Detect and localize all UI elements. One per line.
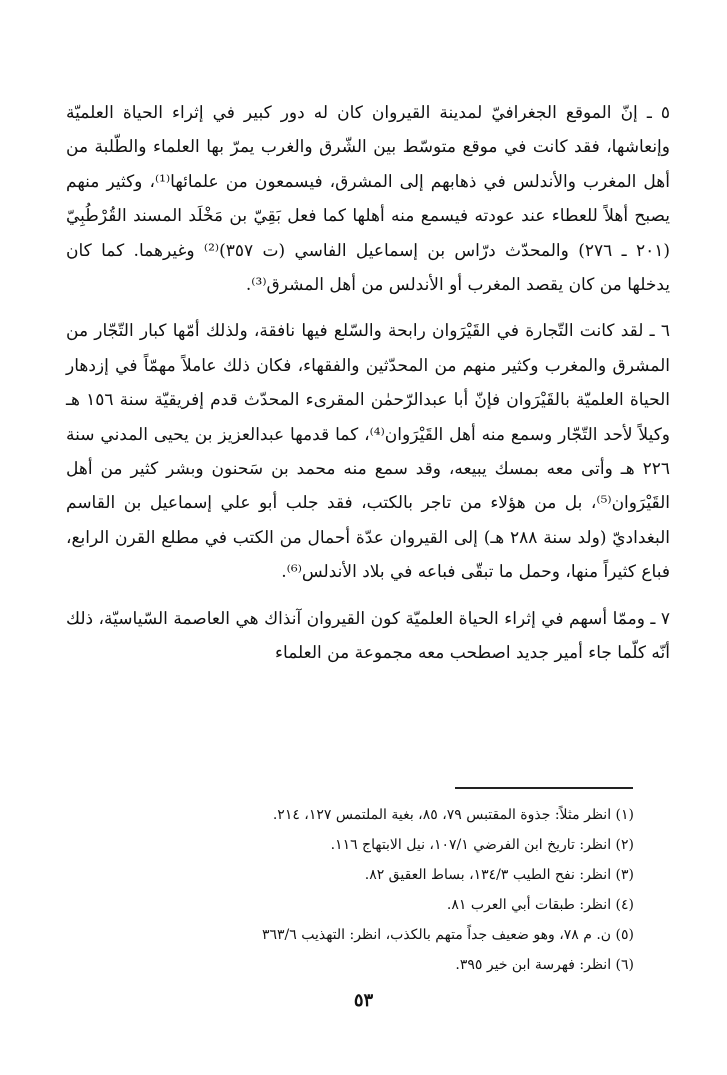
main-text [66, 96, 670, 683]
footnote-1: (١) انظر مثلاً: جذوة المقتبس ٧٩، ٨٥، بغية الملتمس ١٢٧، ٢١٤. [272, 807, 634, 823]
footnote-3: (٣) انظر: نفح الطيب ١٣٤/٣، بساط العقيق ٨٢. [364, 867, 634, 883]
footnote-5: (٥) ن. م ٧٨، وهو ضعيف جداً متهم بالكذب، انظر: التهذيب ٣٦٣/٦ [261, 927, 634, 943]
footnote-4: (٤) انظر: طبقات أبي العرب ٨١. [446, 897, 634, 913]
page-number: ٥٣ [353, 990, 374, 1011]
paragraph-5: ٥ ـ إنّ الموقع الجغرافيّ لمدينة القيروان كان له دور كبير في إثراء الحياة العلميّة وإنعاشها، فقد كانت في موقع متوسّط بين الشّرق والغرب يمرّ بها العلماء والطّلبة من أهل المغرب والأندلس في ذهابهم إلى المشرق، فيسمعون من علمائها⁽¹⁾، وكثير منهم يصبح أهلاً للعطاء عند عودته فيسمع منه أهلها كما فعل بَقِيّ بن مَخْلَد المسند القُرْطُبِيّ (٢٠١ ـ ٢٧٦) والمحدّث درّاس بن إسماعيل الفاسي (ت ٣٥٧)⁽²⁾ وغيرهما. كما كان يدخلها من كان يقصد المغرب أو الأندلس من أهل المشرق⁽³⁾. [66, 103, 670, 296]
footnotes [66, 800, 634, 980]
footnote-separator [455, 787, 633, 789]
footnote-2: (٢) انظر: تاريخ ابن الفرضي ١٠٧/١، نيل الابتهاج ١١٦. [330, 837, 634, 853]
paragraph-7: ٧ ـ وممّا أسهم في إثراء الحياة العلميّة كون القيروان آنذاك هي العاصمة السّياسيّة، ذلك أنّه كلّما جاء أمير جديد اصطحب معه مجموعة من العلماء [66, 608, 670, 664]
footnote-6: (٦) انظر: فهرسة ابن خير ٣٩٥. [455, 957, 634, 973]
paragraph-6: ٦ ـ لقد كانت التّجارة في القَيْرَوان رابحة والسّلع فيها نافقة، ولذلك أمّها كبار التّجّار من المشرق والمغرب وكثير منهم من المحدّثين والفقهاء، فكان ذلك عاملاً مهمّاً في إزدهار الحياة العلميّة بالقَيْرَوان فإنّ أبا عبدالرّحمٰن المقرىء المحدّث قدم إفريقيّة سنة ١٥٦ هـ وكيلاً لأحد التّجّار وسمع منه أهل القَيْرَوان⁽⁴⁾، كما قدمها عبدالعزيز بن يحيى المدني سنة ٢٢٦ هـ وأتى معه بمسك يبيعه، وقد سمع منه محمد بن سَحنون وبشر كثير من أهل القَيْرَوان⁽⁵⁾، بل من هؤلاء من تاجر بالكتب، فقد جلب أبو علي إسماعيل بن القاسم البغداديّ (ولد سنة ٢٨٨ هـ) إلى القيروان عدّة أحمال من الكتب في مطلع القرن الرابع، فباع كثيراً منها، وحمل ما تبقّى فباعه في بلاد الأندلس⁽⁶⁾. [66, 321, 671, 583]
